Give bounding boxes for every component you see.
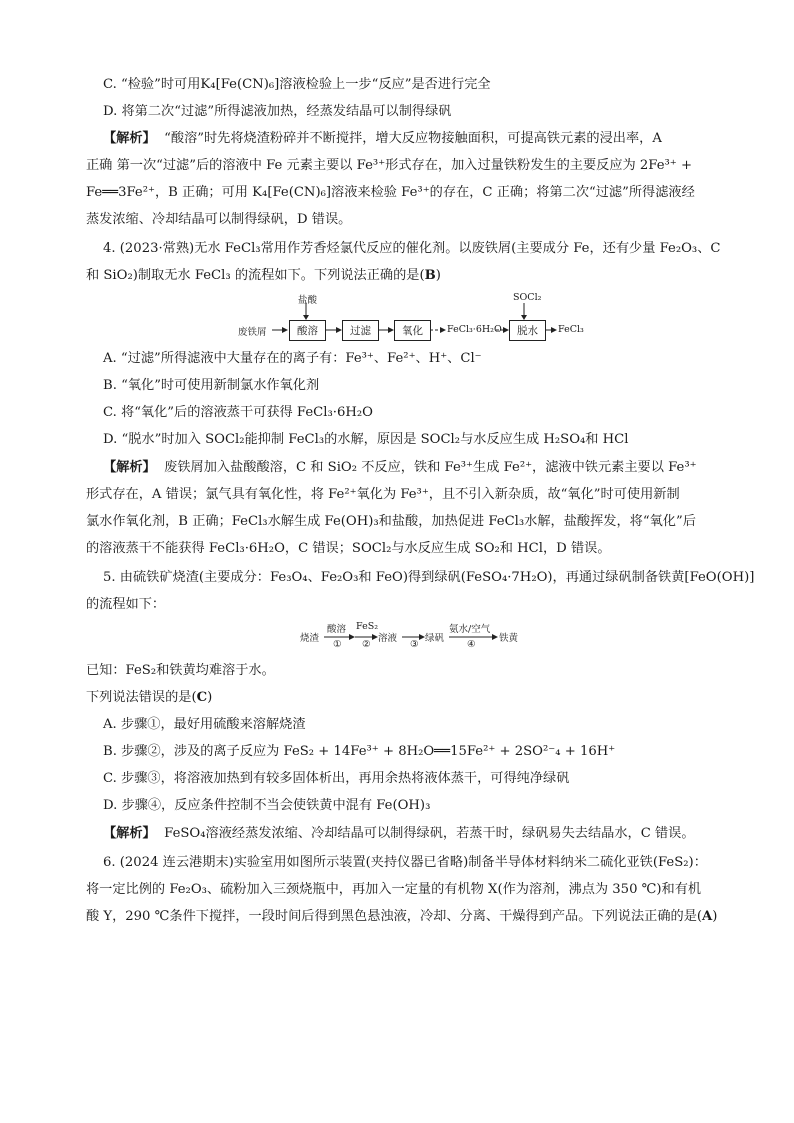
flow2-step3-number: ③ bbox=[410, 639, 419, 650]
flow1-reagent-socl2: SOCl₂ bbox=[513, 292, 542, 303]
q5-known: 已知：FeS₂和铁黄均难溶于水。 bbox=[86, 663, 275, 678]
q4-stem-line-2 bbox=[86, 267, 726, 285]
q4-explanation-line-4: 的溶液蒸干不能获得 FeCl₃·6H₂O，C 错误；SOCl₂与水反应生成 SO₂和 HCl，D 错误。 bbox=[86, 541, 611, 556]
q5-question-text: 下列说法错误的是( bbox=[86, 690, 197, 705]
flow1-intermediate: FeCl₃·6H₂O bbox=[447, 324, 502, 335]
q5-option-b: B. 步骤②，涉及的离子反应为 FeS₂ + 14Fe³⁺ + 8H₂O══15Fe²⁺ + 2SO²⁻₄ + 16H⁺ bbox=[103, 744, 616, 759]
q4-option-b: B. “氧化”时可使用新制氯水作氧化剂 bbox=[103, 378, 320, 393]
q3-option-d: D. 将第二次“过滤”所得滤液加热，经蒸发结晶可以制得绿矾 bbox=[103, 104, 452, 119]
explanation-tag: 【解析】 bbox=[103, 131, 156, 146]
q6-stem-text: 酸 Y，290 ℃条件下搅拌，一段时间后得到黑色悬浊液，冷却、分离、干燥得到产品。下列说法正确的是( bbox=[86, 909, 703, 924]
q5-explanation bbox=[103, 825, 743, 843]
q3-explanation-line-3: Fe══3Fe²⁺，B 正确；可用 K₄[Fe(CN)₆]溶液来检验 Fe³⁺的存在，C 正确；将第二次“过滤”所得滤液经 bbox=[86, 185, 695, 200]
flow2-start: 烧渣 bbox=[300, 633, 320, 644]
q4-option-a: A. “过滤”所得滤液中大量存在的离子有：Fe³⁺、Fe²⁺、H⁺、Cl⁻ bbox=[103, 351, 482, 366]
q4-explanation-line-2: 形式存在，A 错误；氯气具有氧化性，将 Fe²⁺氧化为 Fe³⁺，且不引入新杂质，故“氧化”时可使用新制 bbox=[86, 487, 680, 502]
flow2-solution: 溶液 bbox=[378, 633, 398, 644]
q5-answer: C bbox=[196, 690, 208, 705]
flow2-step2-reagent: FeS₂ bbox=[356, 621, 379, 632]
q3-explanation-line-2: 正确 第一次“过滤”后的溶液中 Fe 元素主要以 Fe³⁺形式存在，加入过量铁粉发生的主要反应为 2Fe³⁺ + bbox=[86, 158, 693, 173]
q5-stem-line-1: 5. 由硫铁矿烧渣(主要成分：Fe₃O₄、Fe₂O₃和 FeO)得到绿矾(FeSO₄·7H₂O)，再通过绿矾制备铁黄[FeO(OH)] bbox=[103, 570, 755, 585]
explanation-tag: 【解析】 bbox=[103, 826, 156, 841]
explanation-text: 废铁屑加入盐酸酸溶，C 和 SiO₂ 不反应，铁和 Fe³⁺生成 Fe²⁺，滤液中铁元素主要以 Fe³⁺ bbox=[164, 460, 697, 475]
q4-answer: B bbox=[424, 268, 436, 283]
flow2-step4-number: ④ bbox=[467, 639, 476, 650]
explanation-text: “酸溶”时先将烧渣粉碎并不断搅拌，增大反应物接触面积，可提高铁元素的浸出率，A bbox=[164, 131, 662, 146]
explanation-text: FeSO₄溶液经蒸发浓缩、冷却结晶可以制得绿矾，若蒸干时，绿矾易失去结晶水，C 错误。 bbox=[164, 826, 695, 841]
flow1-reagent-hcl: 盐酸 bbox=[298, 295, 318, 306]
q3-option-c: C. “检验”时可用K₄[Fe(CN)₆]溶液检验上一步“反应”是否进行完全 bbox=[103, 77, 491, 92]
flow2-end: 铁黄 bbox=[499, 633, 519, 644]
q5-option-d: D. 步骤④，反应条件控制不当会使铁黄中混有 Fe(OH)₃ bbox=[103, 798, 431, 813]
flow1-start: 废铁屑 bbox=[238, 327, 267, 338]
q4-option-d: D. “脱水”时加入 SOCl₂能抑制 FeCl₃的水解，原因是 SOCl₂与水反应生成 H₂SO₄和 HCl bbox=[103, 432, 629, 447]
q4-stem-text: 和 SiO₂)制取无水 FeCl₃ 的流程如下。下列说法正确的是( bbox=[86, 268, 425, 283]
q5-question-close: ) bbox=[207, 690, 213, 705]
flow2-step4-reagent: 氨水/空气 bbox=[449, 624, 491, 635]
q5-stem-line-2: 的流程如下： bbox=[86, 597, 166, 612]
flow1-end: FeCl₃ bbox=[558, 324, 584, 335]
flow2-step1-reagent: 酸溶 bbox=[327, 624, 347, 635]
q6-stem-line-1: 6. (2024 连云港期末)实验室用如图所示装置(夹持仪器已省略)制备半导体材料纳米二硫化亚铁(FeS₂)： bbox=[103, 855, 707, 870]
q5-question bbox=[86, 689, 726, 707]
q3-explanation-line-1 bbox=[103, 130, 743, 148]
q6-stem-line-3 bbox=[86, 908, 726, 926]
flow1-box-filter: 过滤 bbox=[342, 320, 379, 341]
q4-explanation-line-1 bbox=[103, 459, 743, 477]
q3-explanation-line-4: 蒸发浓缩、冷却结晶可以制得绿矾，D 错误。 bbox=[86, 212, 352, 227]
q4-stem-close: ) bbox=[435, 268, 441, 283]
flow2-step1-number: ① bbox=[333, 639, 342, 650]
q5-option-c: C. 步骤③，将溶液加热到有较多固体析出，再用余热将液体蒸干，可得纯净绿矾 bbox=[103, 771, 570, 786]
q5-option-a: A. 步骤①，最好用硫酸来溶解烧渣 bbox=[103, 717, 306, 732]
q4-option-c: C. 将“氧化”后的溶液蒸干可获得 FeCl₃·6H₂O bbox=[103, 405, 373, 420]
flow1-box-oxidize: 氧化 bbox=[394, 320, 431, 341]
q4-explanation-line-3: 氯水作氧化剂，B 正确；FeCl₃水解生成 Fe(OH)₃和盐酸，加热促进 FeCl₃水解，盐酸挥发，将“氧化”后 bbox=[86, 514, 696, 529]
q4-stem-line-1: 4. (2023·常熟)无水 FeCl₃常用作芳香烃氯代反应的催化剂。以废铁屑(主要成分 Fe，还有少量 Fe₂O₃、C bbox=[103, 241, 721, 256]
explanation-tag: 【解析】 bbox=[103, 460, 156, 475]
q6-answer: A bbox=[702, 909, 713, 924]
flow1-box-dehydrate: 脱水 bbox=[509, 320, 546, 341]
q6-stem-close: ) bbox=[712, 909, 718, 924]
q6-stem-line-2: 将一定比例的 Fe₂O₃、硫粉加入三颈烧瓶中，再加入一定量的有机物 X(作为溶剂，沸点为 350 ℃)和有机 bbox=[86, 882, 702, 897]
flow2-arrows bbox=[0, 625, 794, 655]
flow2-step2-number: ② bbox=[362, 639, 371, 650]
flow2-green-vitriol: 绿矾 bbox=[425, 633, 445, 644]
flow1-box-acid-dissolve: 酸溶 bbox=[289, 320, 326, 341]
